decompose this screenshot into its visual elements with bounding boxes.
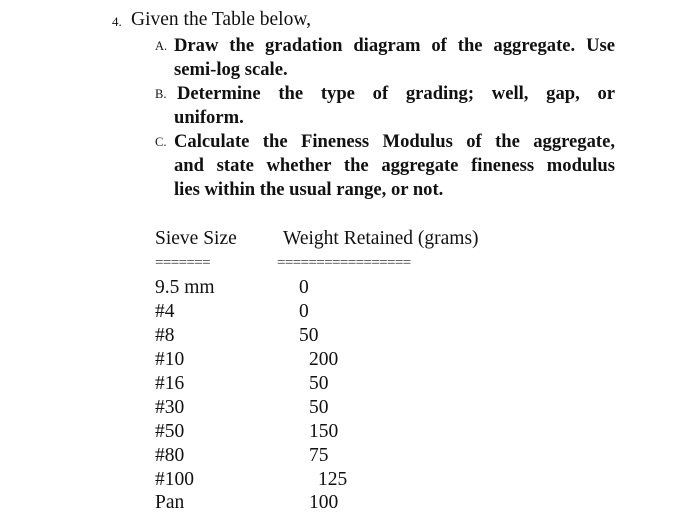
part-c-letter: C. [155,135,167,149]
row-weight: 150 [309,421,339,442]
row-weight: 0 [299,301,309,322]
row-weight: 100 [309,492,339,513]
separator-weight: ================= [277,255,411,271]
part-c-line-1: Calculate the Fineness Modulus of the aggregate, [174,131,615,152]
row-sieve: 9.5 mm [155,277,215,298]
part-c-line-2: and state whether the aggregate fineness modulus [174,155,615,176]
row-weight: 75 [309,445,329,466]
row-weight: 125 [318,469,348,490]
separator-sieve: ======= [155,255,211,271]
part-a-letter: A. [155,39,168,53]
part-b-letter: B. [155,87,167,101]
row-sieve: Pan [155,492,185,513]
question-text: Given the Table below, [131,9,312,30]
row-weight: 50 [299,325,319,346]
row-weight: 50 [309,397,329,418]
header-sieve-size: Sieve Size [155,228,237,249]
row-sieve: #10 [155,349,185,370]
row-sieve: #100 [155,469,194,490]
row-sieve: #50 [155,421,185,442]
part-b-line-2: uniform. [174,107,244,128]
row-weight: 50 [309,373,329,394]
question-number: 4. [112,14,122,29]
part-c-line-3: lies within the usual range, or not. [174,179,444,200]
part-b-line-1: Determine the type of grading; well, gap, or [177,83,615,104]
row-sieve: #30 [155,397,185,418]
row-sieve: #4 [155,301,175,322]
row-weight: 0 [299,277,309,298]
row-sieve: #8 [155,325,175,346]
header-weight-retained: Weight Retained (grams) [283,228,479,249]
row-sieve: #80 [155,445,185,466]
part-a-line-2: semi-log scale. [174,59,288,80]
row-weight: 200 [309,349,339,370]
row-sieve: #16 [155,373,185,394]
part-a-line-1: Draw the gradation diagram of the aggregate. Use [174,35,615,56]
